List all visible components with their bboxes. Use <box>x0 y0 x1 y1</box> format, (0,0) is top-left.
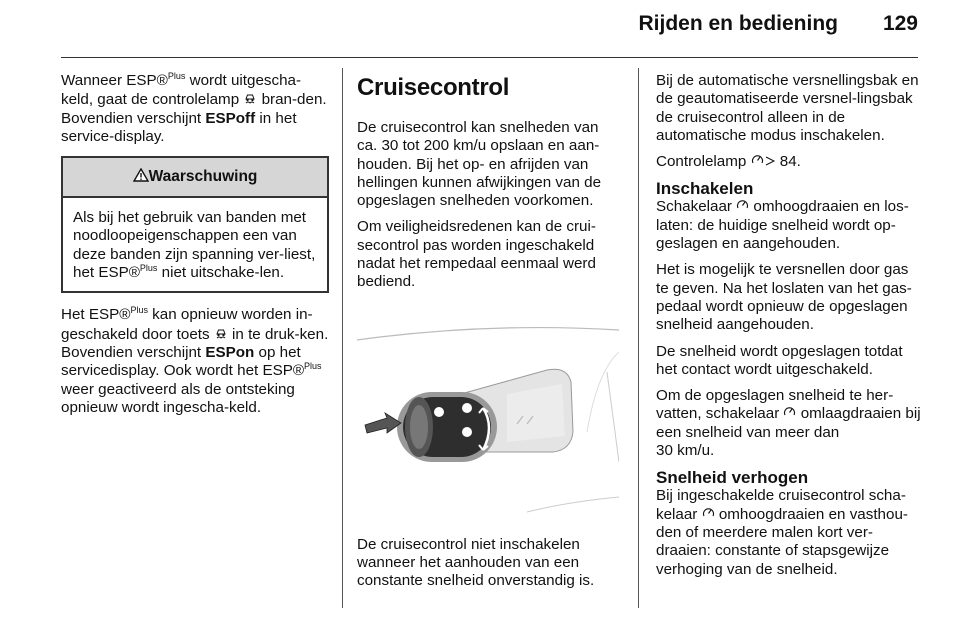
esp-car-icon <box>214 325 228 344</box>
column-middle <box>357 72 619 599</box>
warning-text: Als bij het gebruik van banden met noodloopeigenschappen een van deze banden zijn spanning ver-liest, het ESP®$^{Plus}$ niet uitschake-len. <box>73 209 316 282</box>
column-left <box>61 72 329 425</box>
warning-header <box>63 158 327 198</box>
paragraph: Wanneer ESP®$^{Plus}$ wordt uitgescha-keld, gaat de controlelamp bran-den. Bovendien verschijnt ESPoff in het service-display. <box>61 71 327 145</box>
paragraph: Het is mogelijk te versnellen door gas te geven. Na het loslaten van het gas-pedaal wordt opnieuw de opgeslagen snelheid aangehouden. <box>656 261 912 334</box>
column-divider <box>638 68 639 608</box>
cruise-control-icon <box>736 198 749 216</box>
paragraph: Bij ingeschakelde cruisecontrol scha-kelaar omhoogdraaien en vasthou-den of meerdere malen kort ver-draaien: constante of stapsgewijze verhoging van de snelheid. <box>656 487 908 578</box>
paragraph: Het ESP®$^{Plus}$ kan opnieuw worden in-geschakeld door toets in te druk-ken. Bovendien verschijnt ESPon op het servicedisplay. Ook wordt het ESP®$^{Plus}$ weer geactiveerd als de ontsteking opnieuw wordt ingescha-keld. <box>61 305 329 416</box>
paragraph: Om de opgeslagen snelheid te her-vatten, schakelaar omlaagdraaien bij een snelheid van meer dan 30 km/u. <box>656 387 921 460</box>
warning-title: Waarschuwing <box>148 168 258 186</box>
header-rule <box>61 57 918 58</box>
cruise-control-icon <box>751 153 764 171</box>
page-reference-icon <box>764 153 776 170</box>
paragraph: De cruisecontrol kan snelheden van ca. 30 tot 200 km/u opslaan en aan-houden. Bij het op- en afrijden van hellingen kunnen afwijkingen van de opgeslagen snelheden voorkomen. <box>357 119 602 210</box>
page-header <box>0 0 960 60</box>
cruise-control-icon <box>702 506 715 524</box>
paragraph: De cruisecontrol niet inschakelen wanneer het aanhouden van een constante snelheid onverstandig is. <box>357 535 595 590</box>
paragraph: Controlelamp 84. <box>656 153 801 171</box>
esp-car-icon <box>243 90 257 109</box>
warning-triangle-icon <box>133 168 149 185</box>
subheading-snelheid-verhogen: Snelheid verhogen <box>656 468 809 488</box>
column-right <box>656 72 922 587</box>
paragraph: Bij de automatische versnellingsbak en de geautomatiseerde versnel-lingsbak de cruisecontrol alleen in de automatische modus inschakelen. <box>656 72 919 144</box>
section-heading: Cruisecontrol <box>357 74 510 101</box>
subheading-inschakelen: Inschakelen <box>656 179 754 199</box>
cruise-control-lever-illustration <box>357 312 619 522</box>
paragraph: Om veiligheidsredenen kan de crui-secontrol pas worden ingeschakeld nadat het rempedaal eenmaal werd bediend. <box>357 218 596 291</box>
page-header-title: Rijden en bediening <box>638 12 838 35</box>
column-divider <box>342 68 343 608</box>
paragraph: De snelheid wordt opgeslagen totdat het contact wordt uitgeschakeld. <box>656 342 903 378</box>
paragraph: Schakelaar omhoogdraaien en los-laten: de huidige snelheid wordt op-geslagen en aangehouden. <box>656 198 909 253</box>
page-number: 129 <box>882 12 918 35</box>
warning-box <box>61 156 329 293</box>
cruise-control-icon <box>783 405 796 423</box>
